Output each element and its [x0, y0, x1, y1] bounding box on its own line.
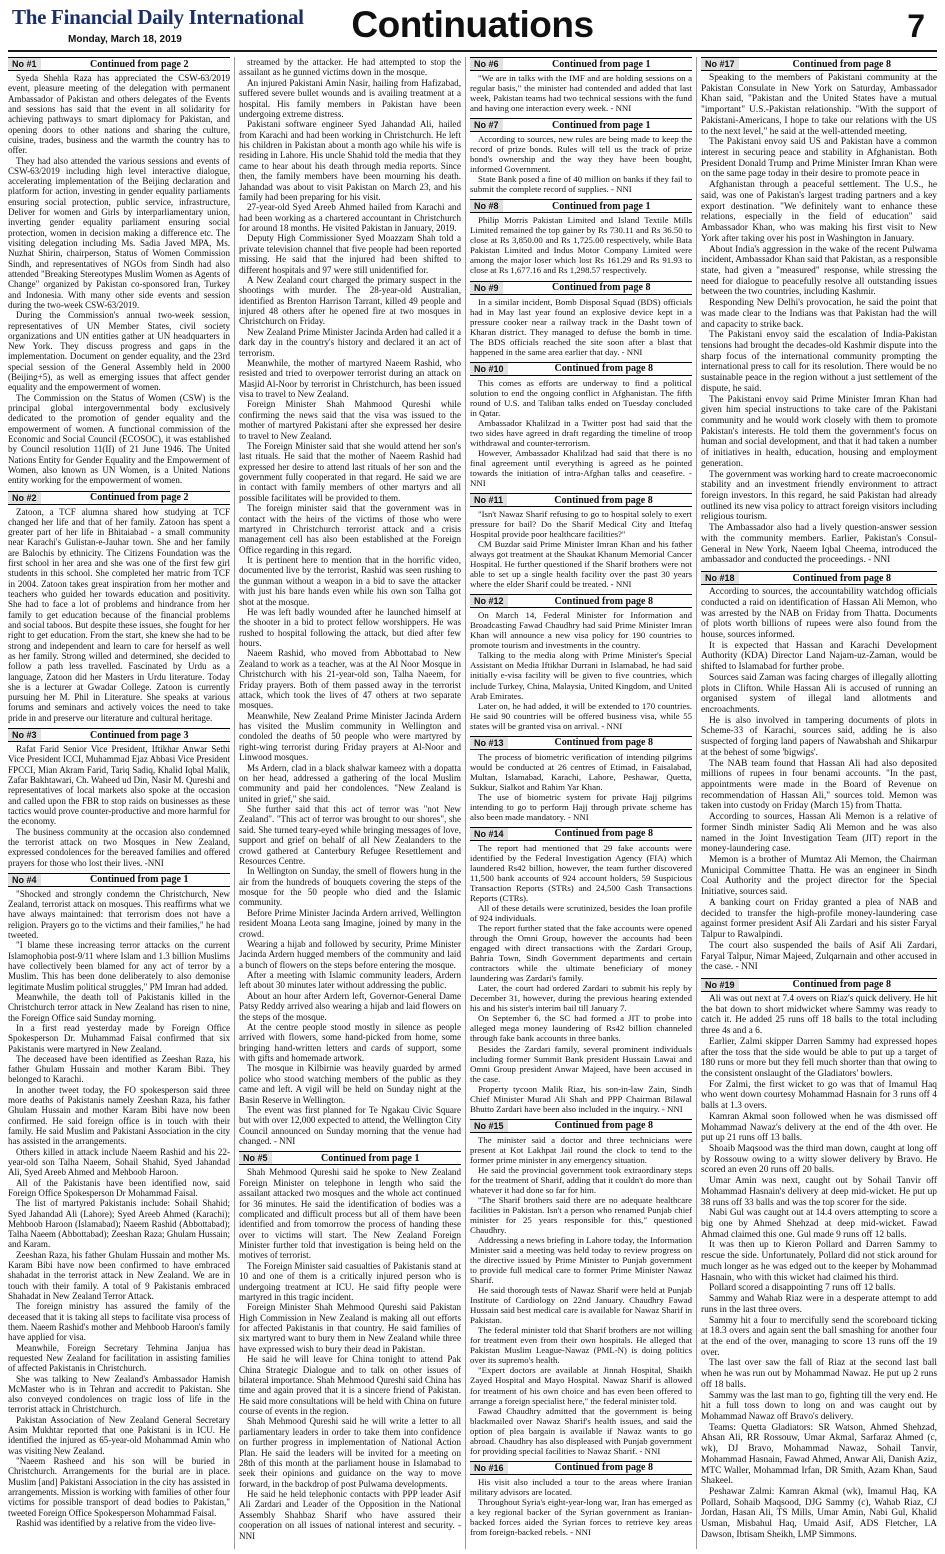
story-title: Continued from page 8: [554, 737, 653, 749]
story-paragraph: streamed by the attacker. He had attempted to stop the assailant as he gunned victims down in the mosque.: [239, 57, 461, 78]
story: [239, 1151, 461, 1541]
story-paragraph: Before Prime Minister Jacinda Ardern arrived, Wellington resident Moana Leota sang Imagine, joined by many in the crowd.: [239, 907, 461, 939]
masthead-rule: [8, 50, 937, 52]
story: [470, 362, 692, 488]
masthead: [0, 0, 945, 50]
story: [470, 281, 692, 357]
story-paragraph: He is also involved in tampering documents of plots in Scheme-33 of Karachi, sources said, adding he is also suspected of forging land papers of Nawabshah and Shikarpur at the behest of some 'bigwigs'.: [701, 715, 937, 758]
story-number: No #16: [470, 1462, 508, 1474]
story-body: [470, 378, 692, 488]
story-header: [470, 493, 692, 507]
story-paragraph: Sammy and Wahab Riaz were in a desperate attempt to add runs in the last three overs.: [701, 1294, 937, 1315]
column-divider: [465, 57, 466, 1549]
story-paragraph: "Isn't Nawaz Sharif refusing to go to hospital solely to exert pressure for bail? Do the Sharif Medical City and Ittefaq Hospital provide poor healthcare facilities?": [470, 509, 692, 540]
story-paragraph: Shoaib Maqsood was the third man down, caught at long off by Rossouw owing to a witty slower delivery by Bravo. He scored an even 20 runs off 20 balls.: [701, 1144, 937, 1176]
story-paragraph: Property tycoon Malik Riaz, his son-in-law Zain, Sindh Chief Minister Murad Ali Shah and PPP Chairman Bilawal Bhutto Zardari have been also included in the inquiry. - NNI: [470, 1083, 692, 1114]
story-title: Continued from page 1: [90, 874, 189, 886]
story-title: Continued from page 1: [552, 58, 651, 70]
story-paragraph: She was talking to New Zealand's Ambassador Hamish McMaster who is in Tehran and accredit to Pakistan. She also conveyed condolences on tragic loss of life in the terrorist attack in Christchurch.: [8, 1373, 230, 1415]
story-paragraph: Teams: Quetta Gladiators: SR Watson, Ahmed Shehzad, Ahsan Ali, RR Rossouw, Umar Akmal, Sarfaraz Ahmed (c, wk), DJ Bravo, Mohammad Nawaz, Sohail Tanvir, Mohammad Hasnain, Fawad Ahmed, Anwar Ali, Danish Aziz, MTC Waller, Mohammad Irfan, DR Smith, Azam Khan, Saud Shakeel.: [701, 1422, 937, 1487]
story-header: [701, 57, 937, 71]
story-paragraph: Nabi Gul was caught out at 14.4 overs attempting to score a big one by Ahmed Shehzad at deep mid-wicket. Fawad Ahmad claimed this one. Gul made 9 runs off 12 balls.: [701, 1208, 937, 1240]
page-number: 7: [907, 8, 925, 44]
story-paragraph: During the Commission's annual two-week session, representatives of UN Member States, civil society organizations and UN entities gather at UN headquarters in New York. They discuss progress and gaps in the implementation. Document on gender equality, and the 23rd special session of the General Assembly held in 2000 (Beijing+5), as well as emerging issues that affect gender equality and the empowerment of women.: [8, 310, 230, 393]
story-body: [239, 1167, 461, 1541]
story-paragraph: Throughout Syria's eight-year-long war, Iran has emerged as a key regional backer of the Syrian government as Iranian-backed forces aided the Syrian forces to retrieve key areas from foreign-backed rebels. - NNI: [470, 1496, 692, 1537]
story-paragraph: Afghanistan through a peaceful settlement. The U.S., he said, was one of Pakistan's largest trading partners and a key export destination. "We definitely want to enhance these relations, especially in the field of education" said Ambassador Khan, who was making his first visit to New York after taking over his post in Washington in January.: [701, 180, 937, 244]
story-title: Continued from page 8: [792, 58, 891, 70]
story-title: Continued from page 2: [90, 58, 189, 70]
story-paragraph: Meanwhile, Foreign Secretary Tehmina Janjua has requested New Zealand for facilitation in assisting families of affected Pakistanis in Christchurch.: [8, 1342, 230, 1374]
story-paragraph: Sammy was the last man to go, fighting till the very end. He hit a full toss down to long on and was caught out by Mohammad Nawaz off Bravo's delivery.: [701, 1390, 937, 1422]
story-paragraph: The Ambassador also had a lively question-answer session with the community members. Earlier, Pakistan's Consul-General in New York, Naeem Iqbal Cheema, introduced the ambassador and conducted the proceedings. - NNI: [701, 523, 937, 566]
story-header: [701, 978, 937, 992]
story-header: [470, 57, 692, 71]
story-header: [8, 57, 230, 71]
story-body: [8, 744, 230, 868]
story-paragraph: "Shocked and strongly condemn the Christchurch, New Zealand, terrorist attack on mosques. This reaffirms what we have always maintained: that terrorism does not have a religion. Prayers go to the victims and their families," he had tweeted.: [8, 888, 230, 941]
story-paragraph: In another tweet today, the FO spokesperson said three more deaths of Pakistanis namely Zeeshan Raza, his father Ghulam Hussain and mother Karam Bibi have now been confirmed. He said foreign office is in touch with their family. He said Muslim and Pakistani Association in the city has assisted in the arrangements.: [8, 1084, 230, 1147]
story-title: Continued from page 8: [554, 1120, 653, 1132]
story-paragraph: The Foreign Minister said that she would attend her son's last rituals. He said that the mother of Naeem Rashid had expressed her desire to attend last rituals of her son and the government fully cooperated in that regard. He said we are in contact with family members of other martyrs and all possible facilitates will be provided to them.: [239, 440, 461, 503]
story-paragraph: About India's aggression in the wake of the recent Pulwama incident, Ambassador Khan said that Pakistan, as a responsible state, had given a "measured" response, while stressing the need for dialogue to peacefully resolve all outstanding issues between the two countries, including Kashmir.: [701, 244, 937, 298]
story: [701, 978, 937, 1541]
story-paragraph: 27-year-old Syed Areeb Ahmed hailed from Karachi and had been working as a chartered accountant in Christchurch for around 18 months. He visited Pakistan in January, 2019.: [239, 202, 461, 233]
story-body: [701, 994, 937, 1541]
story-paragraph: Naeem Rashid, who moved from Abbottabad to New Zealand to work as a teacher, was at the Al Noor Mosque in Christchurch with his 21-year-old son, Talha Naeem, for Friday prayers. Both of them passed away in the terrorist attack, which took the lives of 47 others at two separate mosques.: [239, 648, 461, 711]
story-body: [239, 57, 461, 1146]
story-header: [8, 873, 230, 887]
story: [470, 1119, 692, 1456]
story-title: Continued from page 1: [552, 200, 651, 212]
story-body: [470, 509, 692, 589]
story-paragraph: The report had mentioned that 29 fake accounts were identified by the Federal Investigation Agency (FIA) which laundered Rs42 billion, however, the team further discovered 11,500 bank accounts of 924 account holders, 59 Suspicious Transaction Reports (STRs) and 24,500 Cash Transactions Reports (CTRs).: [470, 842, 692, 904]
story: [470, 1461, 692, 1537]
story-paragraph: The Pakistani envoy said Prime Minister Imran Khan had given him special instructions to take care of the Pakistani community and he would work closely with them to promote Pakistan's interests. He told them the government's focus on human and social development, and that it had taken a number of initiatives in health, education, housing and employment generation.: [701, 394, 937, 469]
story-paragraph: He said he will leave for China tonight to attend Pak China Strategic Dialogue and to talk on other issues of bilateral importance. Shah Mehmood Qureshi said China has time and again proved that it is a sincere friend of Pakistan. He said more consultations will be held with China on future course of events in the region.: [239, 1354, 461, 1416]
story-paragraph: Syeda Shehla Raza has appreciated the CSW-63/2019 event, pleasure meeting of the delegation with permanent Ambassador of Pakistan and others delegates of the Events and sessions has said that the event in all solidarity for achieving pathways to smart diplomacy for Pakistan, and opening doors to other nations and sharing the culture, cuisine, trades, business and the warmth the country has to offer.: [8, 73, 230, 156]
story: [701, 571, 937, 973]
section-title: Continuations: [351, 4, 594, 45]
story-title: Continued from page 8: [554, 595, 653, 607]
column-1: [8, 57, 230, 1549]
story: [8, 57, 230, 486]
story-paragraph: A New Zealand court charged the primary suspect in the shootings with murder. The 28-year-old Australian, identified as Brenton Harrison Tarrant, killed 49 people and injured 48 others after he opened fire at two mosques in Christchurch on Friday.: [239, 274, 461, 327]
story-paragraph: Memon is a brother of Mumtaz Ali Memon, the Chairman Municipal Committee Thatta. He was an engineer in Sindh Coal Authority and the project director for the Special Initiative, sources said.: [701, 855, 937, 898]
column-4: [701, 57, 937, 1549]
story-body: [8, 507, 230, 724]
story-paragraph: Pollard scored a disappointing 7 runs off 12 balls.: [709, 1283, 896, 1294]
story-header: [470, 118, 692, 132]
story-paragraph: Addressing a news briefing in Lahore today, the Information Minister said a meeting was held today to review progress on the directive issued by Prime Minister to Punjab government to provide full medical care to former Prime Minister Nawaz Sharif.: [470, 1235, 692, 1286]
story-paragraph: Others killed in attack include Naeem Rashid and his 22-year-old son Talha Naeem, Sohail Shahid, Syed Jahandad Ali, Syed Areeb Ahmed and Mehboob Haroon.: [8, 1146, 230, 1178]
story-title: Continued from page 8: [554, 494, 653, 506]
story-paragraph: The report further stated that the fake accounts were opened through the Omni Group, however the accounts had been engaged with direct transactions with the Zardari Group, Bahria Town, Sindh Government departments and certain contractors while the ultimate beneficiary of money laundering was Zardari's family.: [470, 923, 692, 984]
story: [8, 728, 230, 868]
story-body: [701, 73, 937, 566]
story-paragraph: "I blame these increasing terror attacks on the current Islamophobia post-9/11 where Islam and 1.3 billion Muslims have collectively been blamed for any act of terror by a Muslim. This has been done deliberately to also demonise legitimate Muslim political struggles," PM Imran had added.: [8, 940, 230, 992]
story: [470, 827, 692, 1114]
story-paragraph: This comes as efforts are underway to find a political solution to end the ongoing conflict in Afghanistan. The fifth round of U.S. and Taliban talks ended on Tuesday concluded in Qatar.: [470, 377, 692, 418]
story: [470, 118, 692, 194]
story-paragraph: State Bank posed a fine of 40 million on banks if they fail to submit the complete record of supplies. - NNI: [470, 174, 692, 195]
story-paragraph: An injured Pakistani Amin Nasir, hailing from Hafizabad, suffered severe bullet wounds and is availing treatment at a hospital. His family members in Pakistan have been undergoing extreme distress.: [239, 77, 461, 119]
story-paragraph: Kamran Akmal soon followed when he was dismissed off Mohammad Nawaz's delivery at the end of the 4th over. He put up 21 runs off 13 balls.: [701, 1111, 937, 1144]
story: [701, 57, 937, 566]
story-header: [470, 1461, 692, 1475]
story: [239, 57, 461, 1146]
story-paragraph: Meanwhile, New Zealand Prime Minister Jacinda Ardern has visited the Muslim community in Wellington and condoled the deaths of 50 people who were martyred by right-wing terrorist during Friday prayers at Al-Noor and Linwood mosques.: [239, 710, 461, 763]
story: [8, 873, 230, 1528]
story-paragraph: Sammy hit a four to mercifully send the scoreboard ticking at 18.3 overs and again sent the ball smashing for another four at the end of the over, managing to score 13 runs off the 19 over.: [701, 1315, 937, 1358]
story-paragraph: The event was first planned for Te Ngakau Civic Square but with over 12,000 expected to attend, the Wellington City Council announced on Sunday morning that the venue had changed. - NNI: [239, 1104, 461, 1146]
story-paragraph: The last over saw the fall of Riaz at the second last ball when he was run out by Mohammad Nawaz. He put up 2 runs off 18 balls.: [701, 1358, 937, 1390]
story-paragraph: "The Sharif brothers said there are no adequate healthcare facilities in Pakistan. Isn't a person who renamed Punjab chief minister for 25 years responsible for this," questioned Chaudhry.: [470, 1194, 692, 1235]
story-paragraph: According to sources, the accountability watchdog officials conducted a raid on identification of Hassan Ali Memon, who was arrested by the NAB on Friday from Thatta. Documents of plots worth billions of rupees were also found from the house, sources informed.: [701, 587, 937, 640]
column-2: [239, 57, 461, 1549]
story-body: [8, 73, 230, 486]
story: [8, 491, 230, 724]
story-paragraph: Meanwhile, the mother of martyred Naeem Rashid, who resisted and tried to overpower terrorist during an attack on Masjid Al-Noor by terrorist in Christchurch, has been issued visa to travel to New Zealand.: [239, 357, 461, 399]
story-paragraph: On September 6, the SC had formed a JIT to probe into alleged mega money laundering of Rs42 billion channeled through fake bank accounts in three banks.: [470, 1013, 692, 1044]
story-paragraph: About an hour after Ardern left, Governor-General Dame Patsy Reddy arrived also wearing a hijab and laid flowers on the steps of the mosque.: [239, 990, 461, 1022]
story-body: [701, 587, 937, 973]
story-number: No #17: [701, 58, 739, 70]
story-paragraph: The process of biometric verification of intending pilgrims would be conducted at 26 centres of Etimad, in Faisalabad, Multan, Islamabad, Karachi, Lahore, Peshawar, Quetta, Sukkur, Sialkot and Rahim Yar Khan.: [470, 751, 692, 792]
story-paragraph: It is pertinent here to mention that in the horrific video, documented live by the terrorist, Rashid was seen rushing to the gunman without a weapon in a bid to save the attacker with just his bare hands even while his own son Talha got shot at the mosque.: [239, 555, 461, 607]
story-paragraph: Besides the Zardari family, several prominent individuals including former Summit Bank president Hussain Lawai and Omni Group president Anwar Majeed, have been accused in the case.: [470, 1043, 692, 1084]
story-paragraph: The mosque in Kilbirnie was heavily guarded by armed police who stood watching members of the public as they came and left. A vigil will be held on Sunday night at the Basin Reserve in Wellington.: [239, 1063, 461, 1105]
story-paragraph: Pakistani software engineer Syed Jahandad Ali, hailed from Karachi and had been working in Christchurch. He left his children in Pakistan about a month ago while his wife is residing in Lahore. His uncle Shahid told the media that they came to hear about his death through media reports. Since then, the family members have been mourning his death. Jahandad was about to visit Pakistan on March 23, and his family had been preparing for his visit.: [239, 119, 461, 202]
story-paragraph: The Pakistani envoy said the escalation of India-Pakistan tensions had brought the decades-old Kashmir dispute into the sharp focus of the international community prompting the international press to call for its resolution. There would be no sustainable peace in the region without a just settlement of the dispute, he said.: [701, 330, 937, 394]
story-paragraph: All of the Pakistanis have been identified now, said Foreign Office Spokesperson Dr Mohammad Faisal.: [8, 1177, 230, 1198]
story-paragraph: His visit also included a tour to the areas where Iranian military advisors are located.: [470, 1476, 692, 1497]
story-number: No #10: [470, 363, 508, 375]
story-title: Continued from page 8: [554, 363, 653, 375]
story-header: [470, 827, 692, 841]
story-paragraph: However, Ambassador Khalilzad had said that there is no final agreement until everything is agreed as he pointed towards the initiation of intra-Afghan talks and ceasefire. - NNI: [470, 447, 692, 488]
story-paragraph: It was then up to Kieron Pollard and Darren Sammy to rescue the side. Unfortunately, Pollard did not stick around for much longer as he was edged out to the keeper by Mohammad Hasnain, who with this wicket had claimed his third.: [701, 1240, 937, 1283]
story-number: No #14: [470, 828, 508, 840]
story: [470, 57, 692, 113]
story-number: No #18: [701, 572, 739, 584]
story-paragraph: Ambassador Khalilzad in a Twitter post had said that the two sides have agreed in draft regarding the timeline of troop withdrawal and counter-terrorism.: [470, 417, 692, 448]
story-paragraph: Peshawar Zalmi: Kamran Akmal (wk), Imamul Haq, KA Pollard, Sohaib Maqsood, DJG Sammy (c), Wahab Riaz, CJ Jordan, Hasan Ali, TS Mills, Umar Amin, Nabi Gul, Khalid Usman, Misbahul Haq, Umaid Asif, ADS Fletcher, LA Dawson, Ibtisam Sheikh, LMP Simmons.: [701, 1487, 937, 1540]
story-paragraph: He said thorough tests of Nawaz Sharif were held at Punjab Institute of Cardiology on 22nd January. Chaudhry Fawad Hussain said best medical care is available for Nawaz Sharif in Pakistan.: [470, 1285, 692, 1326]
story-header: [470, 362, 692, 376]
story-paragraph: The NAB team found that Hassan Ali had also deposited millions of rupees in four benami accounts. "In the past, appointments were made in the Board of Revenue on recommendation of Hassan Ali," sources told. Memon was taken into custody on Friday (March 15) from Thatta.: [701, 758, 937, 812]
story-title: Continued from page 8: [554, 828, 653, 840]
story: [470, 493, 692, 589]
story-body: [8, 889, 230, 1528]
story-header: [8, 491, 230, 505]
story-paragraph: The business community at the occasion also condemned the terrorist attack on two Mosques in New Zealand, expressed condolences for the bereaved families and offered prayers for those who lost their lives. -NNI: [8, 826, 230, 868]
story-paragraph: According to sources, Hassan Ali Memon is a relative of former Sindh minister Sadiq Ali Memon and he was also named in the Joint Investigation Team (JIT) report in the money-laundering case.: [701, 812, 937, 855]
story: [470, 736, 692, 822]
story-paragraph: The government was working hard to create macroeconomic stability and an investment friendly environment to attract foreign investors. In this regard, he said Pakistan had already outlined its new visa policy to attract foreign visitors including religious tourism.: [701, 469, 937, 523]
story-paragraph: He said he held telephonic contacts with PPP leader Asif Ali Zardari and Leader of the Opposition in the National Assembly Shahbaz Sharif who have assured their cooperation on all issues of national interest and security. - NNI: [239, 1489, 461, 1541]
story-header: [701, 571, 937, 585]
story-paragraph: Foreign Minister Shah Mehmood Qureshi said Pakistan High Commission in New Zealand is making all out efforts for affected Pakistanis in that country. He said families of six martyred want to bury them in New Zealand while three have expressed wish to bury their dead in Pakistan.: [239, 1302, 461, 1354]
story-header: [470, 199, 692, 213]
story-paragraph: "Expert doctors are available at Jinnah Hospital, Shaikh Zayed Hospital and Mayo Hospital. Nawaz Sharif is allowed for treatment of his own choice and has even been offered to arrange a foreign specialist here," the federal minister told.: [470, 1365, 692, 1406]
story: [470, 199, 692, 275]
story-paragraph: For Zalmi, the first wicket to go was that of Imamul Haq who went down courtesy Mohammad Hasnain for 3 runs off 4 balls at 1.3 overs.: [701, 1079, 937, 1112]
story-body: [470, 1477, 692, 1537]
story-paragraph: Later, the court had ordered Zardari to submit his reply by December 31, however, during the previous hearing extended his and his sister's interim bail till January 7.: [470, 983, 692, 1014]
story-paragraph: He was left badly wounded after he launched himself at the shooter in a bid to protect fellow worshippers. He was rushed to hospital following the attack, but died after few hours.: [239, 606, 461, 648]
story-paragraph: Wearing a hijab and followed by security, Prime Minister Jacinda Ardern hugged members of the community and laid a bunch of flowers on the steps before entering the mosque.: [239, 938, 461, 970]
story-paragraph: At the centre people stood mostly in silence as people arrived with flowers, some hand-picked from home, some bringing hand-written letters and cards of support, some with gifts and homemade artwork.: [239, 1021, 461, 1063]
story-paragraph: In Wellington on Sunday, the smell of flowers hung in the air from the hundreds of bouquets covering the steps of the mosque for the 50 people who died and the Islamic community.: [239, 866, 461, 908]
story-body: [470, 752, 692, 822]
story-paragraph: Meanwhile, the death toll of Pakistanis killed in the Christchurch terror attack in New Zealand has risen to nine, the Foreign Office said Sunday morning.: [8, 991, 230, 1023]
story-paragraph: The use of biometric system for private Hajj pilgrims intending to go to perform Hajj through private scheme has also been made mandatory. - NNI: [470, 791, 692, 822]
story-paragraph: She further said that this act of terror was "not New Zealand". "This act of terror was brought to our shores", she said. She turned teary-eyed while bringing messages of love, support and grief on behalf of all New Zealanders to the crowd gathered at Canterbury Refugee Resettlement and Resources Centre.: [239, 804, 461, 866]
story-paragraph: Pakistan Association of New Zealand General Secretary Asim Mukhtar reported that one Pakistani is in ICU. He identified the injured as 65-year-old Mohammad Amin who was visiting New Zealand.: [8, 1414, 230, 1456]
story-paragraph: Philip Morris Pakistan Limited and Island Textile Mills Limited remained the top gainer by Rs 730.11 and Rs 36.50 to close at Rs 3,850.00 and Rs 1,725.00 respectively, while Bata Pakistan Limited and Indus Motor Company Limited were among the major loser which lost Rs 161.29 and Rs 91.93 to close at Rs 1,677.16 and Rs 1,298.57 respectively.: [470, 215, 692, 276]
story-paragraph: Rashid was identified by a relative from the video live-: [16, 1517, 216, 1528]
story-paragraph: On March 14, Federal Minister for Information and Broadcasting Fawad Chaudhry had said Prime Minister Imran Khan will announce a new visa policy for 190 countries to promote tourism and investments in the country.: [470, 610, 692, 651]
story-header: [470, 281, 692, 295]
story-paragraph: The foreign ministry has assured the family of the deceased that it is taking all steps to facilitate visa process of them. Naeem Rashid's mother and Mehboob Haroon's family have applied for visa.: [8, 1301, 230, 1343]
story-title: Continued from page 1: [552, 119, 651, 131]
story-paragraph: The Foreign Minister said casualties of Pakistanis stand at 10 and one of them is a critically injured person who is undergoing treatment at ICU. He said fifty people were martyred in this tragic incident.: [239, 1260, 461, 1302]
story-number: No #4: [8, 874, 41, 886]
story-paragraph: In a similar incident, Bomb Disposal Squad (BDS) officials had in May last year found an explosive device kept in a pressure cooker near a railway track in the Dasht town of Kharan district. They managed to defuse the bomb in time. The BDS officials reached the site soon after a blast that happened in the same area earlier that day. - NNI: [470, 296, 692, 357]
story-title: Continued from page 1: [321, 1152, 420, 1164]
issue-date: Monday, March 18, 2019: [68, 34, 182, 45]
story-paragraph: Zeeshan Raza, his father Ghulam Hussain and mother Ms. Karam Bibi have now been confirmed to have embraced shahadat in the terrorist attack in New Zealand. We are in touch with their family. A total of 9 Pakistanis embraced Shahadat in New Zealand Terror Attack.: [8, 1249, 230, 1301]
story-number: No #1: [8, 58, 41, 70]
story-paragraph: The foreign minister said that the government was in contact with the heirs of the victims of those who were martyred in Christchurch terrorist attack and a crisis management cell has also been established at the Foreign Office regarding in this regard.: [239, 503, 461, 555]
story-paragraph: In a first read yesterday made by Foreign Office Spokesperson Dr. Muhammad Faisal confirmed that six Pakistanis were martyred in New Zealand.: [8, 1022, 230, 1054]
story-paragraph: Shah Mehmood Qureshi said he spoke to New Zealand Foreign Minister on telephone in length who said the assailant attacked two mosques and the whole act continued for 36 minutes. He said the identification of bodies was a complicated and difficult process but all of them have been identified and from tomorrow the process of handing these over to victims will start. The New Zealand Foreign Minister further told that investigation is being held on the motives of terrorist.: [239, 1167, 461, 1261]
story-body: [470, 1135, 692, 1456]
story-paragraph: The court also suspended the bails of Asif Ali Zardari, Faryal Talpur, Nimar Majeed, Zulqarnain and other accused in the case. - NNI: [701, 940, 937, 973]
story-paragraph: Responding New Delhi's provocation, he said the point that was made clear to the Indians was that Pakistan had the will and capacity to strike back.: [701, 298, 937, 330]
story-body: [470, 843, 692, 1114]
story-paragraph: The minister said a doctor and three technicians were present at Kot Lakhpat Jail round the clock to tend to the former prime minister in any emergency situation.: [470, 1134, 692, 1165]
story-paragraph: They had also attended the various sessions and events of CSW-63/2019 including high level interactive dialogue, accelerating implementation of the Beijing declaration and platform for action, investing in gender equality parliaments ensuring social protection, public service, infrastructure, Deliver for women and Girls by interparliamentary union, inverting gender equality parliament ensuring social protection, women in decision making a difference etc. The visiting delegation including Ms. Sadia Javed MPA, Ms. Nuzhat Shirin, chairperson, Status of Women Commission Sindh, and representatives of NGOs from Sindh had also attended "Breaking Stereotypes Muslim Women as Agents of Change" organized by Pakistan co-sponsored Iran, Turkey and Indonesia. With many other side events and session during the two-week CSW-63/2019.: [8, 155, 230, 310]
story-header: [470, 594, 692, 608]
story-paragraph: Deputy High Commissioner Syed Moazzam Shah told a private television channel that five people had been reported missing. He said that the injured had been shifted to different hospitals and 97 were still unidentified for.: [239, 233, 461, 275]
story-paragraph: Speaking to the members of Pakistani community at the Pakistan Consulate in New York on Saturday, Ambassador Khan said, "Pakistan and the United States have a mutual "important" U.S.-Pakistan relationship. "With the support of Pakistani-Americans, I hope to take our relations with the US to the next level," he said at the well-attended meeting.: [701, 73, 937, 137]
story-paragraph: New Zealand Prime Minister Jacinda Arden had called it a dark day in the country's history and declared it an act of terrorism.: [239, 326, 461, 358]
story-number: No #8: [470, 200, 503, 212]
story-paragraph: All of these details were scrutinized, besides the loan profile of 924 individuals.: [470, 903, 692, 924]
story-paragraph: CM Buzdar said Prime Minister Imran Khan and his father always got treatment at the Shaukat Khanum Memorial Cancer Hospital. He further questioned if the Sharif brothers were not able to set up a single health facility over the past 30 years where the elder Sharif could be treated. - NNI: [470, 539, 692, 590]
story-number: No #13: [470, 737, 508, 749]
story-paragraph: "We are in talks with the IMF and are holding sessions on a regular basis," the minister had contended and added that last week, Pakistan teams had two technical sessions with the fund and having one interaction every week. - NNI: [470, 73, 692, 114]
story-paragraph: Zatoon, a TCF alumna shared how studying at TCF changed her life and that of her family. Zatoon has spent a greater part of her life in Bhitaiabad - a small community near Karachi's Gulistan-e-Jauhar town. She and her family are Balochis by ethnicity. The Citizens Foundation was the first school in her area and she was one of the first few girl students in this school. She completed her matric from TCF in 2004. Zatoon takes great inspiration from her mother and teachers who guided her towards education and positivity. She had to face a lot of problems and hindrance from her family to get education because of the financial problems and social taboos. But despite these issues, she fought for her right to get education. From the start, she knew she had to be strong and independent and learn to care for herself as well as her family. Strong willed and determined, she decided to follow a path less travelled. Fascinated by Urdu as a language, Zatoon did her Masters in Urdu literature. Today she is a lecturer at Gwadar College. Zatoon is currently pursuing her M. Phil in Literature. She speaks at various forums and seminars and actively voices the need to take pride in and preserve our literature and cultural heritage.: [8, 506, 230, 723]
story-header: [8, 728, 230, 742]
story-body: [470, 215, 692, 275]
story-paragraph: Ms Ardern, clad in a black shalwar kameez with a dopatta on her head, addressed a gathering of the local Muslim community and paid her condolences. "New Zealand is united in grief," she said.: [239, 762, 461, 804]
story-paragraph: He said the provincial government took extraordinary steps for the treatment of Sharif, adding that it couldn't do more than whatever it had done so far for him.: [470, 1164, 692, 1195]
newspaper-brand: The Financial Daily International: [12, 5, 304, 29]
story-paragraph: A banking court on Friday granted a plea of NAB and decided to transfer the high-profile money-laundering case against former president Asif Ali Zardari and his sister Faryal Talpur to Rawalpindi.: [701, 897, 937, 941]
story: [470, 594, 692, 730]
column-3: [470, 57, 692, 1549]
story-paragraph: Fawad Chaudhry admitted that the government is being blackmailed over Nawaz Sharif's health issues, and said the option of plea bargain is available if Nawaz wants to go abroad. Chaudhry has also displeased with Punjab government for providing special facilities to Nawaz Sharif. - NNI: [470, 1405, 692, 1456]
story-title: Continued from page 8: [792, 979, 891, 991]
story-number: No #2: [8, 492, 41, 504]
story-number: No #11: [470, 494, 507, 506]
story-paragraph: "Naeem Rasheed and his son will be buried in Christchurch. Arrangements for the burial are in place. Muslim [and] Pakistani Association in the city has assisted in arrangements. Mission is working with families of other four victims for possible transport of dead bodies to Pakistan," tweeted Foreign Office Spokesperson Mohammad Faisal.: [8, 1456, 230, 1518]
story-paragraph: Ali was out next at 7.4 overs on Riaz's quick delivery. He hit the bat down to short midwicket where Sammy was ready to catch it. He added 25 runs off 18 balls to the total including three 4s and a 6.: [701, 993, 937, 1037]
story-paragraph: Shah Mehmood Qureshi said he will write a letter to all parliamentary leaders in order to take them into confidence on further progress in implementation of National Action Plan. He said the leaders will be invited for a meeting on 28th of this month at the parliament house in Islamabad to seek their opinions and guidance on the way to move forward, in the backdrop of post Pulwama developments.: [239, 1416, 461, 1489]
story-title: Continued from page 3: [90, 729, 189, 741]
story-paragraph: Talking to the media along with Prime Minister's Special Assistant on Media Iftikhar Durrani in Islamabad, he had said initially e-visa facility will be given to five countries, which include Turkey, China, Malaysia, United Kingdom, and United Arab Emirates.: [470, 650, 692, 701]
story-number: No #9: [470, 282, 503, 294]
story-paragraph: The Commission on the Status of Women (CSW) is the principal global intergovernmental body exclusively dedicated to the promotion of gender equality and the empowerment of women. A functional commission of the Economic and Social Council (ECOSOC), it was established by Council resolution 11(II) of 21 June 1946. The United Nations Entity for Gender Equality and the Empowerment of Women, also known as UN Women, is a United Nations entity working for the empowerment of women.: [8, 392, 230, 486]
story-paragraph: After a meeting with Islamic community leaders, Ardern left about 30 minutes later without addressing the public.: [239, 970, 461, 991]
story-number: No #15: [470, 1120, 508, 1132]
story-body: [470, 134, 692, 194]
story-paragraph: Rafat Farid Senior Vice President, Iftikhar Anwar Sethi Vice President ICCI, Muhammad Ejaz Abbasi Vice President FPCCI, Mian Akram Farid, Tariq Sadiq, Khalid Iqbal Malik, Zafar Bakhtawari, Ch. Waheed ud Din, Nasir M. Qureshi and representatives of local markets also spoke at the occasion and called upon the FBR to stop raids on businesses as these tactics would prove counter-productive and more harmful for the economy.: [8, 744, 230, 827]
story-paragraph: It is expected that Hassan and Karachi Development Authority (KDA) Director Land Najam-uz-Zaman, would be shifted to Islamabad for further probe.: [701, 640, 937, 673]
story-number: No #19: [701, 979, 739, 991]
story-header: [239, 1151, 461, 1165]
story-paragraph: Sources said Zaman was facing charges of illegally allotting plots in Clifton. While Hassan Ali is accused of running an organised system of illegal land allotments and encroachments.: [701, 672, 937, 715]
story-paragraph: The Pakistani envoy said US and Pakistan have a common interest in securing peace and stability in Afghanistan. Both President Donald Trump and Prime Minister Imran Khan were on the same page today in their desire to promote peace in: [701, 137, 937, 180]
story-number: No #5: [239, 1152, 272, 1164]
story-paragraph: According to sources, new rules are being made to keep the record of prize bonds. Rules will tell us the track of prize bond's ownership and the way they have been bought, informed Government.: [470, 134, 692, 175]
story-title: Continued from page 8: [552, 282, 651, 293]
story-number: No #12: [470, 595, 508, 607]
story-title: Continued from page 8: [554, 1462, 653, 1474]
story-title: Continued from page 8: [792, 572, 891, 584]
story-paragraph: The federal minister told that Sharif brothers are not willing for treatment even from their own hospitals. He alleged that Pakistan Muslim League-Nawaz (PML-N) is doing politics over its supremo's health.: [470, 1325, 692, 1366]
story-paragraph: Umar Amin was next, caught out by Sohail Tanvir off Mohammad Hasnain's delivery at deep mid-wicket. He put up 38 runs off 33 balls and was the top scorer for the side.: [701, 1176, 937, 1208]
story-body: [470, 73, 692, 113]
story-number: No #7: [470, 119, 503, 131]
story-header: [470, 736, 692, 750]
story-body: [470, 297, 692, 357]
column-divider: [234, 57, 235, 1549]
story-header: [470, 1119, 692, 1133]
story-body: [470, 610, 692, 730]
column-divider: [696, 57, 697, 1549]
story-paragraph: Later on, he had added, it will be extended to 170 countries. He said 90 countries will be offered business visa, while 55 states will be granted visa on arrival. - NNI: [470, 700, 692, 731]
story-paragraph: The deceased have been identified as Zeeshan Raza, his father Ghulam Hussain and mother Karam Bibi. They belonged to Karachi.: [8, 1053, 230, 1085]
story-title: Continued from page 2: [90, 492, 189, 503]
story-paragraph: The list of martyred Pakistanis include: Sohail Shahid; Syed Jahandad Ali (Lahore); Syed Areeb Ahmed (Karachi); Mehboob Haroon (Islamabad); Naeem Rashid (Abbottabad); Talha Naeem (Abbottabad); Zeeshan Raza; Ghulam Hussain; and Karam.: [8, 1198, 230, 1250]
story-number: No #6: [470, 58, 503, 70]
story-paragraph: Foreign Minister Shah Mahmood Qureshi while confirming the news said that the visa was issued to the mother of martyred Pakistani after she expressed her desire to travel to New Zealand.: [239, 399, 461, 441]
story-number: No #3: [8, 729, 41, 741]
story-paragraph: Earlier, Zalmi skipper Darren Sammy had expressed hopes after the toss that the side would be able to put up a target of 180 runs or more but they fell much shorter than that owing to the consistent onslaught of the Gladiators' bowlers.: [701, 1036, 937, 1079]
